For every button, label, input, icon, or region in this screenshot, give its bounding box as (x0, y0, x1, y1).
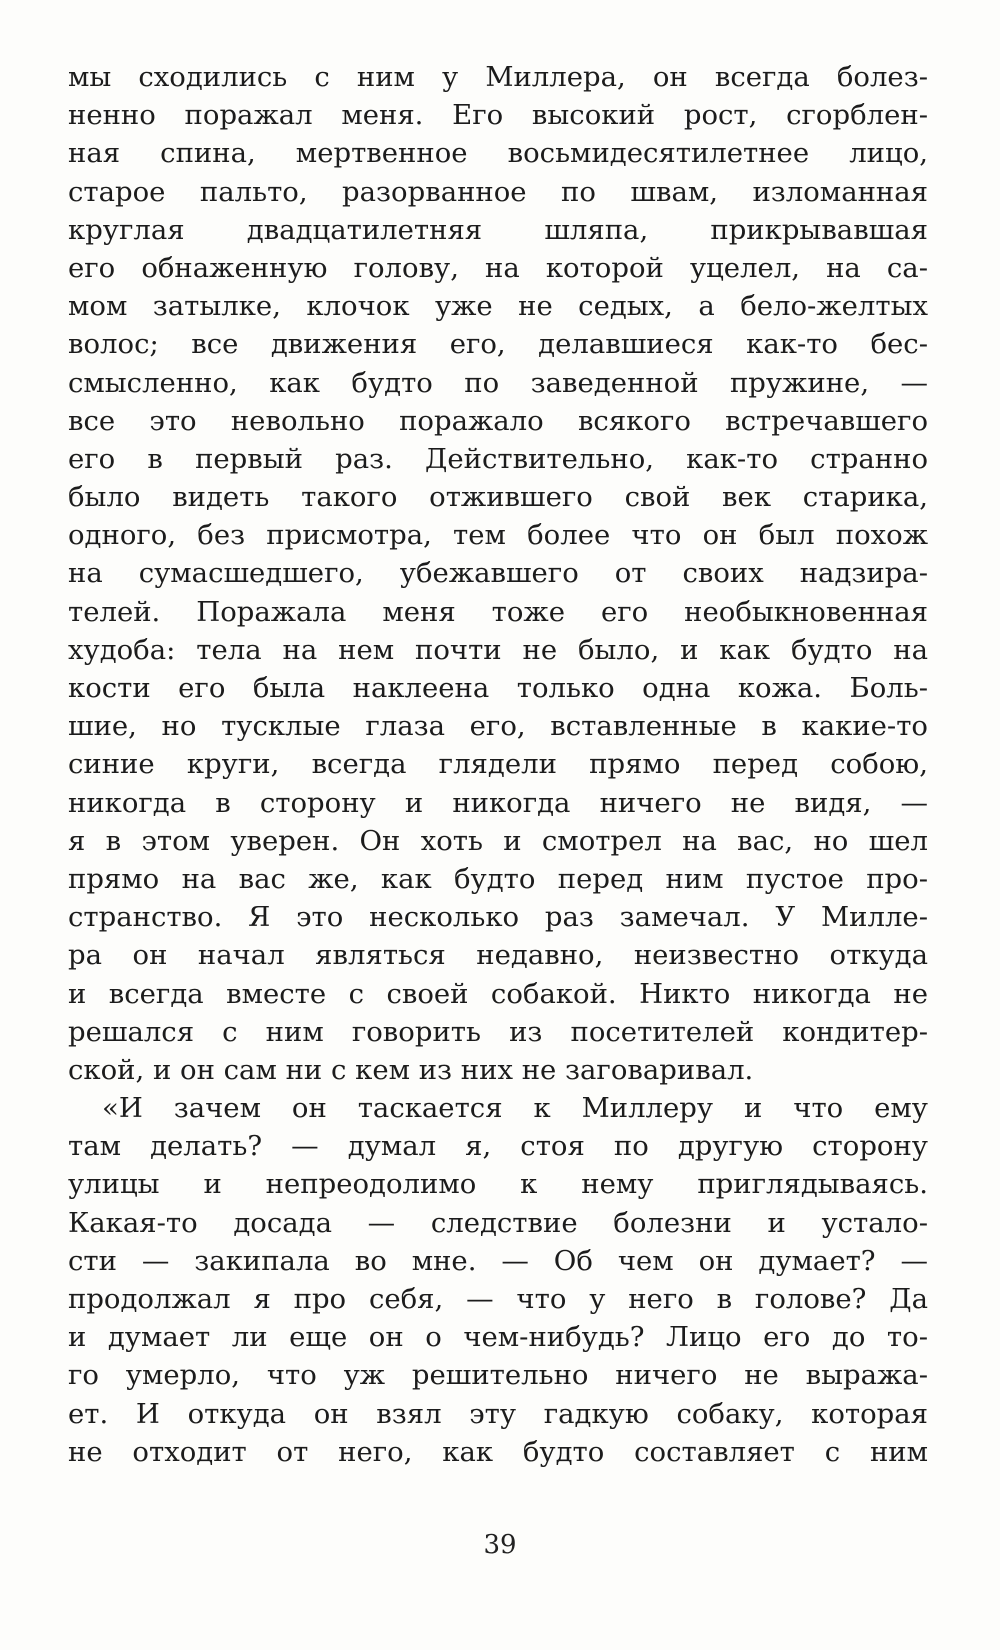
text-line: синие круги, всегда глядели прямо перед собою, (68, 748, 928, 781)
text-line: волос; все движения его, делавшиеся как-то бес- (68, 328, 928, 361)
body-text (68, 58, 928, 1471)
text-line: сти — закипала во мне. — Об чем он думает? — (68, 1244, 928, 1277)
text-line: и всегда вместе с своей собакой. Никто никогда не (68, 977, 928, 1010)
text-line: ской, и он сам ни с кем из них не заговаривал. (68, 1053, 754, 1086)
text-line: шие, но тусклые глаза его, вставленные в какие-то (68, 710, 928, 743)
text-line: и думает ли еще он о чем-нибудь? Лицо его до то- (68, 1321, 928, 1354)
text-line: не отходит от него, как будто составляет с ним (68, 1435, 928, 1468)
text-line: телей. Поражала меня тоже его необыкновенная (68, 595, 928, 628)
text-line: я в этом уверен. Он хоть и смотрел на вас, но шел (68, 824, 928, 857)
text-line: все это невольно поражало всякого встречавшего (68, 404, 928, 437)
text-line: смысленно, как будто по заведенной пружине, — (68, 366, 928, 399)
text-line: на сумасшедшего, убежавшего от своих надзира- (68, 557, 928, 590)
text-line: ная спина, мертвенное восьмидесятилетнее лицо, (68, 137, 928, 170)
page-number: 39 (483, 1530, 517, 1560)
text-line: «И зачем он таскается к Миллеру и что ему (102, 1092, 928, 1125)
text-line: мы сходились с ним у Миллера, он всегда болез- (68, 61, 928, 93)
text-line: странство. Я это несколько раз замечал. У Милле- (68, 901, 928, 934)
text-line: его в первый раз. Действительно, как-то странно (68, 442, 928, 475)
text-line: решался с ним говорить из посетителей кондитер- (68, 1015, 928, 1048)
text-line: прямо на вас же, как будто перед ним пустое про- (68, 862, 928, 895)
text-line: го умерло, что уж решительно ничего не выража- (68, 1359, 928, 1392)
text-line: ра он начал являться недавно, неизвестно откуда (68, 939, 928, 972)
text-line: продолжал я про себя, — что у него в голове? Да (68, 1283, 928, 1315)
text-line: его обнаженную голову, на которой уцелел, на са- (68, 251, 928, 284)
text-line: было видеть такого отжившего свой век старика, (68, 481, 928, 514)
paragraph-2 (68, 1089, 928, 1471)
text-line: никогда в сторону и никогда ничего не видя, — (68, 786, 928, 819)
text-line: улицы и непреодолимо к нему приглядываясь. (68, 1168, 928, 1201)
text-line: Какая-то досада — следствие болезни и устало- (68, 1206, 928, 1239)
text-line: старое пальто, разорванное по швам, изломанная (68, 175, 928, 208)
text-line: там делать? — думал я, стоя по другую сторону (68, 1130, 928, 1163)
text-line: кости его была наклеена только одна кожа. Боль- (68, 672, 928, 704)
text-line: мом затылке, клочок уже не седых, а бело-желтых (68, 290, 928, 323)
text-line: круглая двадцатилетняя шляпа, прикрывавшая (68, 213, 928, 246)
text-line: худоба: тела на нем почти не было, и как будто на (68, 633, 928, 666)
text-line: ет. И откуда он взял эту гадкую собаку, которая (68, 1397, 928, 1430)
text-line: одного, без присмотра, тем более что он был похож (68, 519, 928, 552)
text-line: ненно поражал меня. Его высокий рост, сгорблен- (68, 99, 928, 132)
paragraph-1 (68, 58, 928, 1089)
